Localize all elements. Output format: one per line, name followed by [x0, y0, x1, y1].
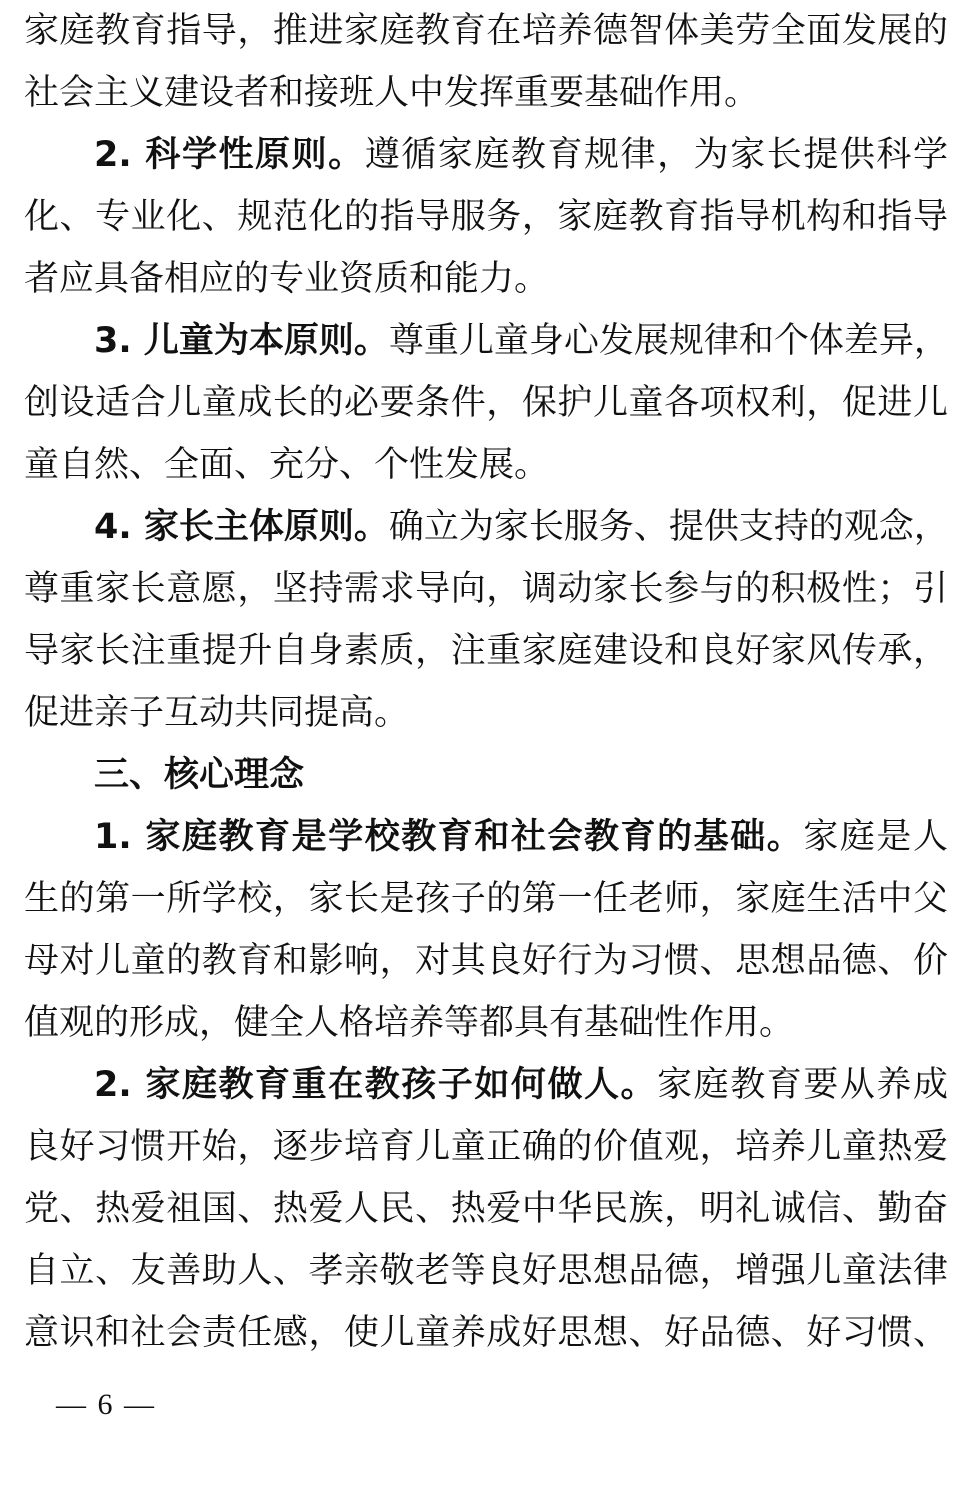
principle-line: 2. 科学性原则。遵循家庭教育规律，为家长提供科学 — [94, 135, 948, 175]
body-line: 生的第一所学校，家长是孩子的第一任老师，家庭生活中父 — [24, 879, 948, 919]
principle-line: 4. 家长主体原则。确立为家长服务、提供支持的观念， — [94, 507, 949, 547]
body-line: 童自然、全面、充分、个性发展。 — [24, 445, 550, 485]
body-line: 母对儿童的教育和影响，对其良好行为习惯、思想品德、价 — [24, 941, 948, 981]
body-line: 值观的形成，健全人格培养等都具有基础性作用。 — [24, 1003, 795, 1043]
principle-title: 4. 家长主体原则。 — [94, 507, 389, 547]
body-line: 创设适合儿童成长的必要条件，保护儿童各项权利，促进儿 — [24, 383, 948, 423]
principle-title: 3. 儿童为本原则。 — [94, 321, 389, 361]
body-line: 家庭教育指导，推进家庭教育在培养德智体美劳全面发展的 — [24, 11, 948, 51]
body-line: 者应具备相应的专业资质和能力。 — [24, 259, 550, 299]
concept-line: 1. 家庭教育是学校教育和社会教育的基础。家庭是人 — [94, 817, 948, 857]
body-line: 促进亲子互动共同提高。 — [24, 693, 410, 733]
principle-title: 2. 科学性原则。 — [94, 135, 365, 175]
principle-line: 3. 儿童为本原则。尊重儿童身心发展规律和个体差异， — [94, 321, 949, 361]
body-line: 党、热爱祖国、热爱人民、热爱中华民族，明礼诚信、勤奋 — [24, 1189, 948, 1229]
section-heading: 三、核心理念 — [94, 755, 305, 795]
body-line: 化、专业化、规范化的指导服务，家庭教育指导机构和指导 — [24, 197, 948, 237]
page-number: — 6 — — [56, 1388, 156, 1421]
document-page — [24, 0, 948, 1364]
body-line: 自立、友善助人、孝亲敬老等良好思想品德，增强儿童法律 — [24, 1251, 948, 1291]
body-line: 尊重家长意愿，坚持需求导向，调动家长参与的积极性；引 — [24, 569, 948, 609]
concept-title: 2. 家庭教育重在教孩子如何做人。 — [94, 1065, 658, 1105]
concept-line: 2. 家庭教育重在教孩子如何做人。家庭教育要从养成 — [94, 1065, 948, 1105]
body-line: 意识和社会责任感，使儿童养成好思想、好品德、好习惯、 — [24, 1313, 948, 1353]
concept-title: 1. 家庭教育是学校教育和社会教育的基础。 — [94, 817, 804, 857]
body-line: 导家长注重提升自身素质，注重家庭建设和良好家风传承， — [24, 631, 948, 671]
body-line: 良好习惯开始，逐步培育儿童正确的价值观，培养儿童热爱 — [24, 1127, 948, 1167]
body-line: 社会主义建设者和接班人中发挥重要基础作用。 — [24, 73, 760, 113]
